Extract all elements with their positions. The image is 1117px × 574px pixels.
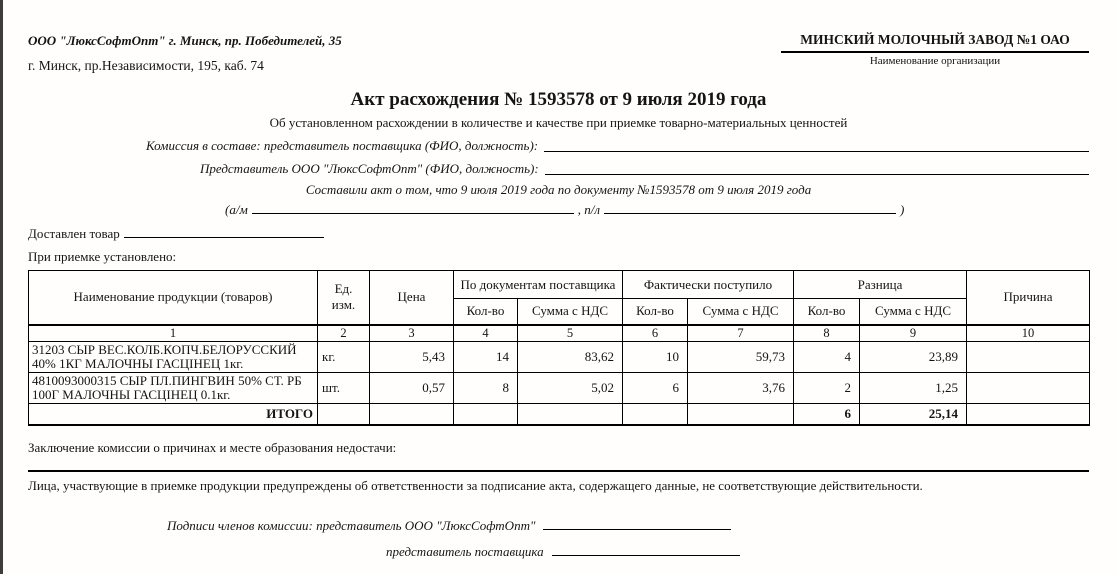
delivered-goods-blank-line [124,224,324,238]
col-header-name: Наименование продукции (товаров) [29,271,318,325]
waybill-blank-line [604,200,896,214]
representative-line [200,160,1089,177]
doc-qty: 14 [454,342,518,373]
product-unit: шт. [318,373,370,404]
doc-qty: 8 [454,373,518,404]
total-empty-cell [688,404,794,425]
supplier-name-address: ООО "ЛюксСофтОпт" г. Минск, пр. Победителей, 35 [28,33,342,48]
column-number: 7 [688,325,794,342]
vehicle-line [225,200,1089,218]
document-header [28,32,1089,74]
organization-block [781,32,1089,68]
col-header-doc-qty: Кол-во [454,299,518,325]
product-name: 31203 СЫР ВЕС.КОЛБ.КОПЧ.БЕЛОРУССКИЙ 40% 1КГ МАЛОЧНЫ ГАСЦІНЕЦ 1кг. [29,342,318,373]
vehicle-mid-label: , п/л [577,202,601,217]
col-header-diff-sum: Сумма с НДС [860,299,967,325]
table-header-row-groups [29,271,1090,299]
product-price: 5,43 [370,342,454,373]
col-header-price: Цена [370,271,454,325]
column-number: 9 [860,325,967,342]
total-empty-cell [370,404,454,425]
organization-name: МИНСКИЙ МОЛОЧНЫЙ ЗАВОД №1 ОАО [781,32,1089,53]
reason-cell [967,342,1090,373]
diff-qty: 4 [794,342,860,373]
col-header-diff-qty: Кол-во [794,299,860,325]
supplier-address-2: г. Минск, пр.Независимости, 195, каб. 74 [28,58,264,73]
doc-sum: 83,62 [518,342,623,373]
representative-label: Представитель ООО "ЛюксСофтОпт" (ФИО, должность): [200,161,539,176]
col-header-fact-sum: Сумма с НДС [688,299,794,325]
diff-sum: 23,89 [860,342,967,373]
product-name: 4810093000315 СЫР ПЛ.ПИНГВИН 50% СТ. РБ 100Г МАЛОЧНЫ ГАСЦІНЕЦ 0.1кг. [29,373,318,404]
col-group-difference: Разница [794,271,967,299]
supplier-block [28,32,342,74]
col-header-reason: Причина [967,271,1090,325]
supplier-signature-label: представитель поставщика [386,543,544,559]
vehicle-prefix: (а/м [225,202,248,217]
column-number: 3 [370,325,454,342]
table-column-numbers-row [29,325,1090,342]
product-unit: кг. [318,342,370,373]
supplier-signature-blank [552,542,740,556]
total-label: ИТОГО [29,404,318,425]
total-empty-cell [623,404,688,425]
table-row [29,342,1090,373]
total-diff-qty: 6 [794,404,860,425]
commission-signature-label: Подписи членов комиссии: представитель ООО "ЛюксСофтОпт" [167,517,536,533]
commission-blank-line [544,138,1089,152]
diff-sum: 1,25 [860,373,967,404]
col-header-unit: Ед. изм. [318,271,370,325]
product-price: 0,57 [370,373,454,404]
commission-label: Комиссия в составе: представитель поставщика (ФИО, должность): [146,138,539,153]
supplier-signature-line [386,542,1089,560]
page-title: Акт расхождения № 1593578 от 9 июля 2019 года [350,89,767,110]
page-subtitle: Об установленном расхождении в количестве и качестве при приемке товарно-материальных ценностей [269,115,848,130]
column-number: 4 [454,325,518,342]
fact-qty: 10 [623,342,688,373]
doc-sum: 5,02 [518,373,623,404]
delivered-goods-line [28,224,1089,242]
total-empty-cell [318,404,370,425]
reason-cell [967,373,1090,404]
conclusion-label: Заключение комиссии о причинах и месте образования недостачи: [28,439,397,455]
col-header-doc-sum: Сумма с НДС [518,299,623,325]
fact-sum: 59,73 [688,342,794,373]
liability-warning-text: Лица, участвующие в приемке продукции предупреждены об ответственности за подписание акта, содержащего данные, не соответствующие действительности. [28,477,923,493]
total-empty-cell [518,404,623,425]
page-edge-line [0,0,3,574]
commission-signature-blank [543,516,731,530]
total-empty-cell [454,404,518,425]
delivered-goods-label: Доставлен товар [28,226,120,241]
acceptance-label: При приемке установлено: [28,249,177,264]
col-header-fact-qty: Кол-во [623,299,688,325]
total-diff-sum: 25,14 [860,404,967,425]
table-total-row [29,404,1090,425]
discrepancy-table [28,270,1090,426]
column-number: 6 [623,325,688,342]
col-group-by-documents: По документам поставщика [454,271,623,299]
col-group-actually-received: Фактически поступило [623,271,794,299]
act-statement: Составили акт о том, что 9 июля 2019 года по документу №1593578 от 9 июля 2019 года [305,182,812,197]
conclusion-rule-line [28,470,1089,472]
vehicle-suffix: ) [900,202,905,217]
table-row [29,373,1090,404]
column-number: 5 [518,325,623,342]
organization-caption: Наименование организации [869,55,1001,67]
column-number: 8 [794,325,860,342]
fact-sum: 3,76 [688,373,794,404]
column-number: 10 [967,325,1090,342]
column-number: 2 [318,325,370,342]
commission-line [146,137,1089,154]
commission-signature-line [167,516,1089,534]
fact-qty: 6 [623,373,688,404]
vehicle-blank-line [252,200,574,214]
column-number: 1 [29,325,318,342]
diff-qty: 2 [794,373,860,404]
representative-blank-line [545,161,1089,175]
total-empty-cell [967,404,1090,425]
